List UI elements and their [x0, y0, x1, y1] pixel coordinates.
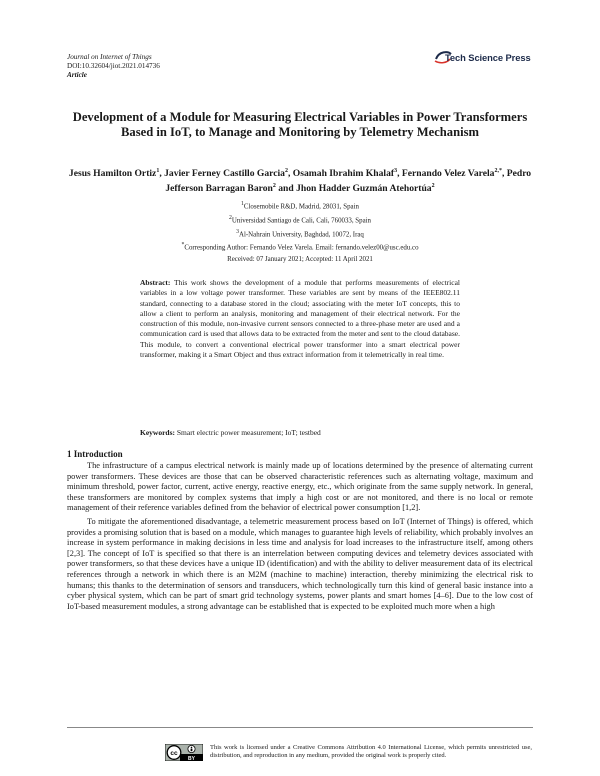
author-name: Pedro Jefferson Barragan Baron	[165, 168, 532, 195]
keywords-label: Keywords:	[140, 428, 175, 437]
author-separator: ,	[159, 168, 165, 180]
author-separator: ,	[287, 168, 293, 180]
footer-divider	[67, 727, 533, 728]
affiliation-2: $^2$Universidad Santiago de Cali, Cali, 760033, Spain	[228, 214, 371, 225]
abstract-label: Abstract:	[140, 278, 171, 287]
affiliations	[70, 199, 530, 266]
author-separator: ,	[501, 168, 507, 180]
author-name: Jesus Hamilton Ortiz	[68, 168, 157, 180]
paragraph-2: To mitigate the aforementioned disadvantage, a telemetric measurement process based on IoT (Internet of Things) is offered, which provides a promising solution that is based on a module, which manages to guarantee high levels of reliability, which probably involves an increase in system performance in making decisions in less time and analysis for load increases to the infrastructure itself, among others [2,3]. The concept of IoT is specified so that there is an interrelation between computing devices and telemetry devices associated with power transformers, so that these devices have a unique ID (identification) and with the ability to deliver measurement data of its electrical references through a network in which there is an M2M (machine to machine) interaction, thereby minimizing the electrical risk to humans; this thanks to the determination of sensors and transducers, which technologically turn this kind of general basic instance into a cyber physical system, which can be part of smart grid technology systems, power plants and smart homes [4–6]. Due to the low cost of IoT-based measurement modules, a strong advantage can be established that is expected to be exploited much more when a high	[67, 516, 533, 611]
keywords	[140, 428, 460, 438]
author-list	[62, 165, 538, 195]
doi: DOI:10.32604/jiot.2021.014736	[67, 62, 160, 70]
journal-name: Journal on Internet of Things	[67, 53, 152, 61]
author-name: Javier Ferney Castillo Garcia	[164, 168, 285, 180]
author-affiliation-marker: 1	[156, 168, 160, 174]
section-heading-introduction: 1 Introduction	[67, 449, 123, 459]
author-affiliation-marker: 3	[394, 168, 398, 174]
by-text: BY	[188, 756, 195, 761]
author-name: Osamah Ibrahim Khalaf	[292, 168, 395, 180]
author-affiliation-marker: 2	[272, 183, 276, 190]
received-accepted-dates: Received: 07 January 2021; Accepted: 11 April 2021	[227, 256, 373, 264]
abstract	[140, 278, 460, 360]
paragraph-1: The infrastructure of a campus electrical network is mainly made up of locations determined by the presence of alternating current power transformers. These devices are those that can be observed characteristic references such as alternating voltage, maximum and minimum threshold, power factor, current, active energy, reactive energy, etc., which originate from the same supply network. In general, these transformers are monitored by complex systems that imply a high cost or are not monitored, and there is no local or remote management of their reference variables defined from the behavior of electrical power consumption [1,2].	[67, 461, 533, 513]
author-separator: ,	[397, 168, 402, 180]
author-affiliation-marker: 2,*	[494, 168, 502, 174]
author-name: Fernando Velez Varela	[401, 168, 495, 180]
publisher-logo	[434, 50, 534, 66]
affiliation-3: $^3$Al-Nahrain University, Baghdad, 10072, Iraq	[236, 228, 364, 238]
article-type: Article	[67, 71, 87, 79]
abstract-text: This work shows the development of a module that performs measurements of electrical variables in a low voltage power transformer. These variables are sent by means of the IEEE802.11 standard, connecting to a database stored in the cloud; associating with the meter IoT concepts, this to allow a client to perform an analysis, monitoring and management of their electrical network. For the construction of this module, non-invasive current sensors connected to a three-phase meter are used and a communication card is used that allows data to be extracted from the meter and sent to the cloud database. This module, to convert a conventional electrical power transformer into a smart electrical power transformer, making it a Smart Object and thus extract information from it telemetrically in real time.	[140, 278, 461, 360]
cc-text: cc	[170, 749, 178, 757]
paper-title: Development of a Module for Measuring Electrical Variables in Power Transformers Based in IoT, to Manage and Monitoring by Telemetry Mechanism	[72, 110, 528, 139]
author-affiliation-marker: 2	[431, 183, 435, 190]
cc-by-license-badge[interactable]	[165, 744, 203, 761]
author-affiliation-marker: 2	[284, 168, 288, 174]
corresponding-author: *Corresponding Author: Fernando Velez Varela. Email: fernando.velez00@usc.edu.co	[181, 242, 419, 252]
journal-header	[67, 53, 160, 80]
cc-by-icon	[165, 744, 203, 761]
license-notice: This work is licensed under a Creative Commons Attribution 4.0 International License, which permits unrestricted use, distribution, and reproduction in any medium, provided the original work is properly cited.	[210, 744, 532, 760]
author-name: Jhon Hadder Guzmán Atehortúa	[296, 183, 432, 195]
affiliation-1: $^1$Closemobile R&D, Madrid, 28031, Spain	[241, 201, 359, 211]
body-text	[67, 461, 533, 615]
author-separator: and	[275, 183, 297, 195]
keywords-text: Smart electric power measurement; IoT; testbed	[176, 428, 321, 437]
publisher-name: Tech Science Press	[445, 52, 531, 63]
